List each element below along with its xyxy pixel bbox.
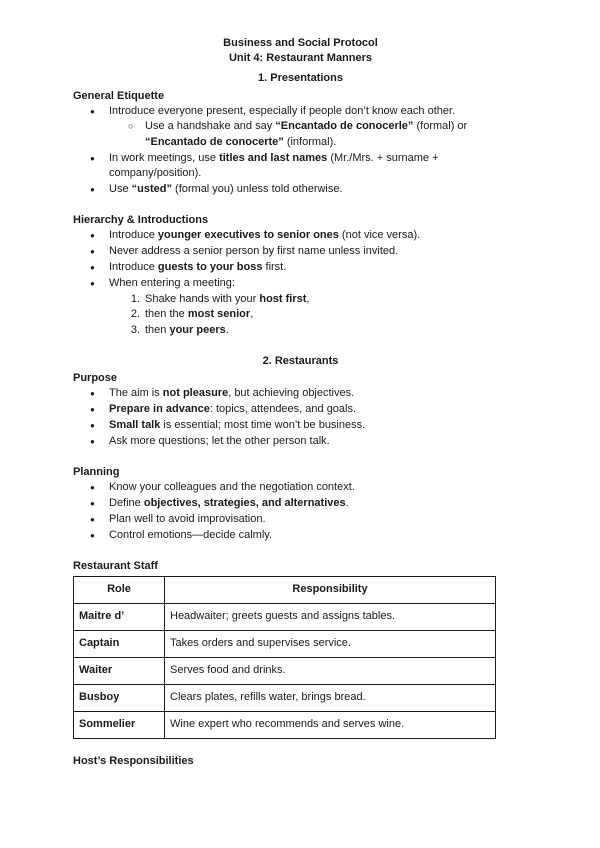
general-etiquette-list	[73, 104, 528, 198]
table-cell-role: Waiter	[74, 658, 165, 685]
table-row	[74, 658, 496, 685]
table-cell-responsibility: Wine expert who recommends and serves wine.	[165, 712, 496, 739]
table-header-row	[74, 577, 496, 604]
table-cell-responsibility: Takes orders and supervises service.	[165, 631, 496, 658]
table-cell-responsibility: Headwaiter; greets guests and assigns tables.	[165, 604, 496, 631]
table-cell-role: Busboy	[74, 685, 165, 712]
list-item: ○ Use a handshake and say “Encantado de conocerle” (formal) or “Encantado de conocerte” (informal).	[73, 119, 528, 150]
document-title: Business and Social Protocol	[223, 37, 378, 49]
document-content	[73, 36, 528, 769]
table-row	[74, 631, 496, 658]
table-row	[74, 712, 496, 739]
list-item: ● When entering a meeting: 1. Shake hands with your host first, 2. then the most senior, 3. then your peers.	[73, 276, 528, 338]
heading-general-etiquette: General Etiquette	[73, 89, 165, 102]
heading-purpose: Purpose	[73, 372, 118, 384]
heading-planning: Planning	[73, 466, 120, 478]
list-item: ● Never address a senior person by first name unless invited.	[73, 244, 528, 260]
list-item: ● Ask more questions; let the other person talk.	[73, 434, 528, 450]
table-cell-role: Captain	[74, 631, 165, 658]
list-item: ● Prepare in advance: topics, attendees, and goals.	[73, 402, 528, 418]
purpose-list	[73, 386, 528, 450]
list-item: 2. then the most senior,	[130, 308, 254, 320]
meeting-steps-list	[73, 292, 528, 339]
table-row	[74, 604, 496, 631]
list-item: ● Plan well to avoid improvisation.	[73, 512, 528, 528]
section-title-restaurants: 2. Restaurants	[262, 354, 339, 367]
table-cell-role: Sommelier	[74, 712, 165, 739]
list-item: ● Introduce everyone present, especially if people don’t know each other. ○ Use a handshake and say “Encantado de conocerle” (formal) or “Encantado de conocerte” (informal).	[73, 104, 528, 151]
list-item: ● Introduce younger executives to senior ones (not vice versa).	[73, 228, 528, 244]
column-header-role: Role	[74, 577, 165, 604]
restaurant-staff-table	[73, 576, 496, 739]
table-cell-role: Maitre d’	[74, 604, 165, 631]
list-item: ● Use “usted” (formal you) unless told otherwise.	[73, 182, 528, 198]
hierarchy-list	[73, 228, 528, 338]
sub-list	[73, 119, 528, 150]
list-item: ● Know your colleagues and the negotiation context.	[73, 480, 528, 496]
list-item: ● The aim is not pleasure, but achieving objectives.	[73, 386, 528, 402]
list-item: 1. Shake hands with your host first,	[130, 292, 310, 305]
list-item: 3. then your peers.	[130, 323, 229, 336]
planning-list	[73, 480, 528, 544]
list-item: ● Introduce guests to your boss first.	[73, 260, 528, 276]
list-item: ● Control emotions—decide calmly.	[73, 528, 528, 544]
heading-hierarchy: Hierarchy & Introductions	[73, 214, 209, 226]
column-header-responsibility: Responsibility	[165, 577, 496, 604]
list-item: ● Define objectives, strategies, and alternatives.	[73, 496, 528, 512]
list-item: ● Small talk is essential; most time won’t be business.	[73, 418, 528, 434]
table-row	[74, 685, 496, 712]
section-title-presentations: 1. Presentations	[258, 72, 343, 84]
document-header	[73, 36, 528, 66]
unit-title: Unit 4: Restaurant Manners	[228, 52, 373, 64]
list-item: ● In work meetings, use titles and last names (Mr./Mrs. + surname + company/position).	[73, 151, 528, 182]
heading-host-responsibilities: Host’s Responsibilities	[73, 755, 194, 767]
heading-restaurant-staff: Restaurant Staff	[73, 560, 158, 572]
table-cell-responsibility: Serves food and drinks.	[165, 658, 496, 685]
table-cell-responsibility: Clears plates, refills water, brings bread.	[165, 685, 496, 712]
